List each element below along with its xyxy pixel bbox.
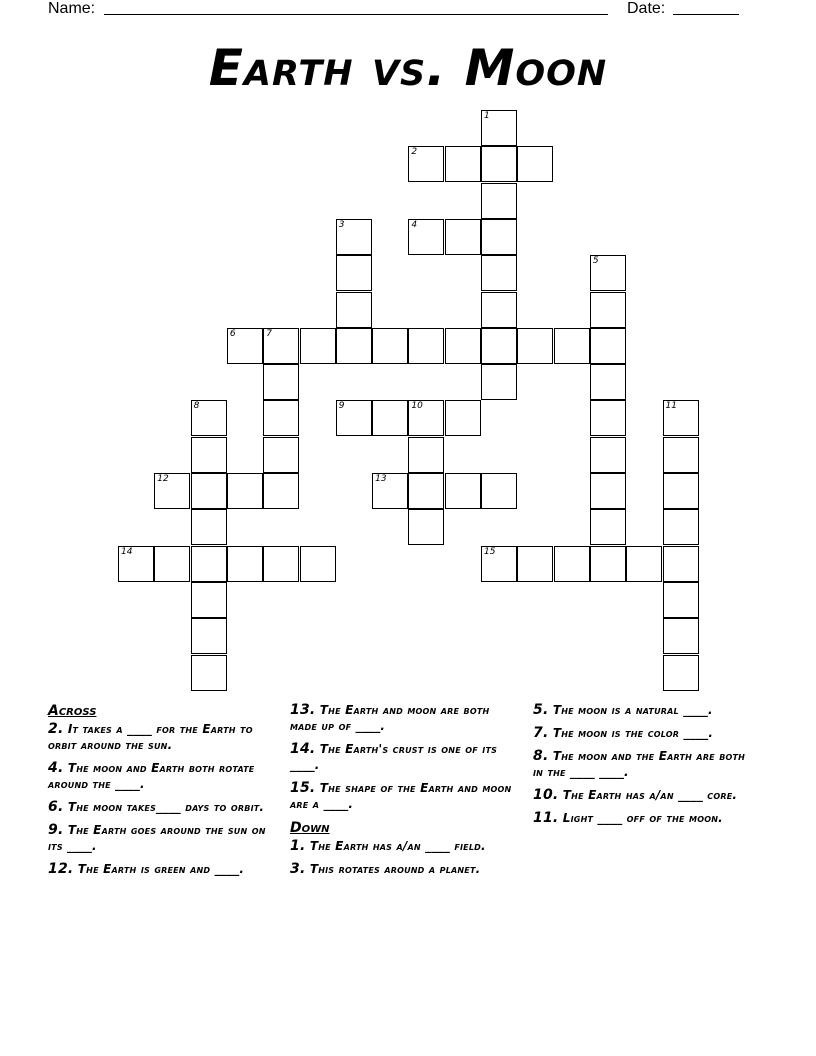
clue-number: 4 xyxy=(411,219,418,230)
clue-num: 13. xyxy=(290,702,316,718)
crossword-cell[interactable] xyxy=(227,473,263,509)
crossword-cell[interactable] xyxy=(590,509,626,545)
crossword-cell[interactable] xyxy=(445,146,481,182)
clue-num: 4. xyxy=(48,760,64,776)
across-clue xyxy=(48,721,268,753)
crossword-cell[interactable] xyxy=(481,110,517,146)
clue-column-3 xyxy=(533,702,755,833)
crossword-cell[interactable] xyxy=(227,328,263,364)
crossword-cell[interactable] xyxy=(300,546,336,582)
clue-num: 14. xyxy=(290,741,316,757)
clue-num: 10. xyxy=(533,787,559,803)
crossword-cell[interactable] xyxy=(336,328,372,364)
crossword-cell[interactable] xyxy=(663,509,699,545)
down-clue-list xyxy=(290,838,512,877)
clue-text: The moon is a natural ____. xyxy=(548,703,713,717)
crossword-cell[interactable] xyxy=(517,328,553,364)
crossword-cell[interactable] xyxy=(590,437,626,473)
down-clue xyxy=(533,702,755,718)
crossword-cell[interactable] xyxy=(263,546,299,582)
crossword-cell[interactable] xyxy=(481,255,517,291)
crossword-cell[interactable] xyxy=(481,473,517,509)
clue-column-1 xyxy=(48,702,268,884)
clue-number: 8 xyxy=(193,401,200,412)
crossword-cell[interactable] xyxy=(118,546,154,582)
crossword-cell[interactable] xyxy=(263,400,299,436)
crossword-cell[interactable] xyxy=(191,437,227,473)
clue-number: 6 xyxy=(229,328,236,339)
crossword-cell[interactable] xyxy=(191,400,227,436)
crossword-cell[interactable] xyxy=(481,546,517,582)
crossword-cell[interactable] xyxy=(626,546,662,582)
clue-number: 1 xyxy=(484,111,490,121)
clue-text: The Earth has a/an ____ core. xyxy=(558,788,738,802)
crossword-cell[interactable] xyxy=(191,655,227,691)
crossword-cell[interactable] xyxy=(663,655,699,691)
clue-text: The moon and the Earth are both in the ____ ____. xyxy=(533,749,746,779)
crossword-cell[interactable] xyxy=(408,437,444,473)
across-clue-list xyxy=(48,721,268,877)
clue-number: 14 xyxy=(121,546,133,557)
across-clue xyxy=(48,861,268,877)
across-clue xyxy=(48,799,268,815)
across-clue xyxy=(290,780,512,812)
across-clue xyxy=(48,760,268,792)
crossword-cell[interactable] xyxy=(590,364,626,400)
crossword-cell[interactable] xyxy=(336,292,372,328)
crossword-cell[interactable] xyxy=(372,328,408,364)
clue-text: The Earth has a/an ____ field. xyxy=(305,839,486,853)
crossword-cell[interactable] xyxy=(445,400,481,436)
clue-num: 8. xyxy=(533,748,549,764)
clue-column-2 xyxy=(290,702,512,884)
crossword-cell[interactable] xyxy=(590,546,626,582)
across-clue xyxy=(290,741,512,773)
crossword-cell[interactable] xyxy=(300,328,336,364)
crossword-cell[interactable] xyxy=(408,146,444,182)
clue-number: 2 xyxy=(411,147,418,158)
crossword-cell[interactable] xyxy=(590,292,626,328)
across-clue xyxy=(48,822,268,854)
clue-text: The Earth and moon are both made up of ____. xyxy=(290,703,490,733)
name-label: Name: xyxy=(48,0,96,17)
clue-num: 2. xyxy=(48,721,64,737)
clue-number: 3 xyxy=(338,219,345,230)
date-blank-line[interactable] xyxy=(673,14,739,15)
clue-text: Light ____ off of the moon. xyxy=(558,811,723,825)
crossword-cell[interactable] xyxy=(408,400,444,436)
page-title: Earth vs. Moon xyxy=(208,39,608,97)
crossword-cell[interactable] xyxy=(336,255,372,291)
crossword-cell[interactable] xyxy=(554,546,590,582)
crossword-cell[interactable] xyxy=(481,183,517,219)
crossword-cell[interactable] xyxy=(263,473,299,509)
clue-text: The Earth is green and ____. xyxy=(73,862,245,876)
name-blank-line[interactable] xyxy=(104,14,608,15)
crossword-cell[interactable] xyxy=(336,219,372,255)
crossword-cell[interactable] xyxy=(481,292,517,328)
crossword-cell[interactable] xyxy=(191,473,227,509)
down-clue xyxy=(533,810,755,826)
crossword-cell[interactable] xyxy=(481,328,517,364)
date-label: Date: xyxy=(627,0,666,17)
crossword-cell[interactable] xyxy=(517,146,553,182)
crossword-cell[interactable] xyxy=(263,328,299,364)
crossword-cell[interactable] xyxy=(590,473,626,509)
down-heading: Down xyxy=(290,820,330,836)
crossword-cell[interactable] xyxy=(445,219,481,255)
down-clue xyxy=(533,725,755,741)
clue-number: 10 xyxy=(411,401,423,412)
crossword-cell[interactable] xyxy=(663,400,699,436)
down-clue xyxy=(290,861,512,877)
crossword-cell[interactable] xyxy=(408,328,444,364)
crossword-cell[interactable] xyxy=(445,473,481,509)
clue-num: 6. xyxy=(48,799,64,815)
down-clue xyxy=(290,838,512,854)
down-clue-list-continued xyxy=(533,702,755,826)
crossword-cell[interactable] xyxy=(191,618,227,654)
clue-number: 7 xyxy=(266,328,272,339)
down-clue xyxy=(533,748,755,780)
clue-text: The Earth goes around the sun on its ____. xyxy=(48,823,266,853)
clue-num: 12. xyxy=(48,861,74,877)
clue-text: It takes a ____ for the Earth to orbit around the sun. xyxy=(48,722,253,752)
clue-number: 5 xyxy=(592,256,599,267)
across-clue-list-continued xyxy=(290,702,512,812)
crossword-cell[interactable] xyxy=(663,546,699,582)
clue-num: 5. xyxy=(533,702,549,718)
crossword-cell[interactable] xyxy=(191,509,227,545)
clue-text: The Earth's crust is one of its ____. xyxy=(290,742,498,772)
crossword-cell[interactable] xyxy=(191,582,227,618)
clue-num: 7. xyxy=(533,725,549,741)
crossword-cell[interactable] xyxy=(445,328,481,364)
clue-number: 9 xyxy=(338,401,345,412)
clue-text: The moon is the color ____. xyxy=(548,726,714,740)
crossword-cell[interactable] xyxy=(663,437,699,473)
crossword-cell[interactable] xyxy=(590,400,626,436)
clue-number: 13 xyxy=(375,474,387,484)
clue-number: 11 xyxy=(665,401,677,412)
crossword-cell[interactable] xyxy=(263,437,299,473)
across-heading: Across xyxy=(48,703,97,719)
crossword-cell[interactable] xyxy=(263,364,299,400)
crossword-cell[interactable] xyxy=(481,146,517,182)
crossword-cell[interactable] xyxy=(372,400,408,436)
crossword-cell[interactable] xyxy=(154,546,190,582)
crossword-cell[interactable] xyxy=(517,546,553,582)
clue-num: 1. xyxy=(290,838,306,854)
across-clue xyxy=(290,702,512,734)
crossword-cell[interactable] xyxy=(336,400,372,436)
clue-number: 15 xyxy=(484,546,496,557)
clue-text: The moon and Earth both rotate around the ____. xyxy=(48,761,255,791)
crossword-cell[interactable] xyxy=(408,219,444,255)
crossword-cell[interactable] xyxy=(227,546,263,582)
crossword-cell[interactable] xyxy=(590,328,626,364)
crossword-cell[interactable] xyxy=(191,546,227,582)
down-clue xyxy=(533,787,755,803)
crossword-cell[interactable] xyxy=(554,328,590,364)
crossword-cell[interactable] xyxy=(663,582,699,618)
crossword-cell[interactable] xyxy=(481,364,517,400)
clue-num: 15. xyxy=(290,780,316,796)
crossword-cell[interactable] xyxy=(154,473,190,509)
crossword-cell[interactable] xyxy=(408,509,444,545)
crossword-cell[interactable] xyxy=(408,473,444,509)
crossword-cell[interactable] xyxy=(663,473,699,509)
clue-num: 9. xyxy=(48,822,64,838)
clue-text: This rotates around a planet. xyxy=(305,862,481,876)
crossword-cell[interactable] xyxy=(590,255,626,291)
clue-num: 3. xyxy=(290,861,306,877)
clue-text: The shape of the Earth and moon are a ____. xyxy=(290,781,512,811)
crossword-cell[interactable] xyxy=(372,473,408,509)
clue-num: 11. xyxy=(533,810,559,826)
crossword-cell[interactable] xyxy=(481,219,517,255)
crossword-cell[interactable] xyxy=(663,618,699,654)
clue-text: The moon takes____ days to orbit. xyxy=(63,800,265,814)
clue-number: 12 xyxy=(157,474,169,484)
